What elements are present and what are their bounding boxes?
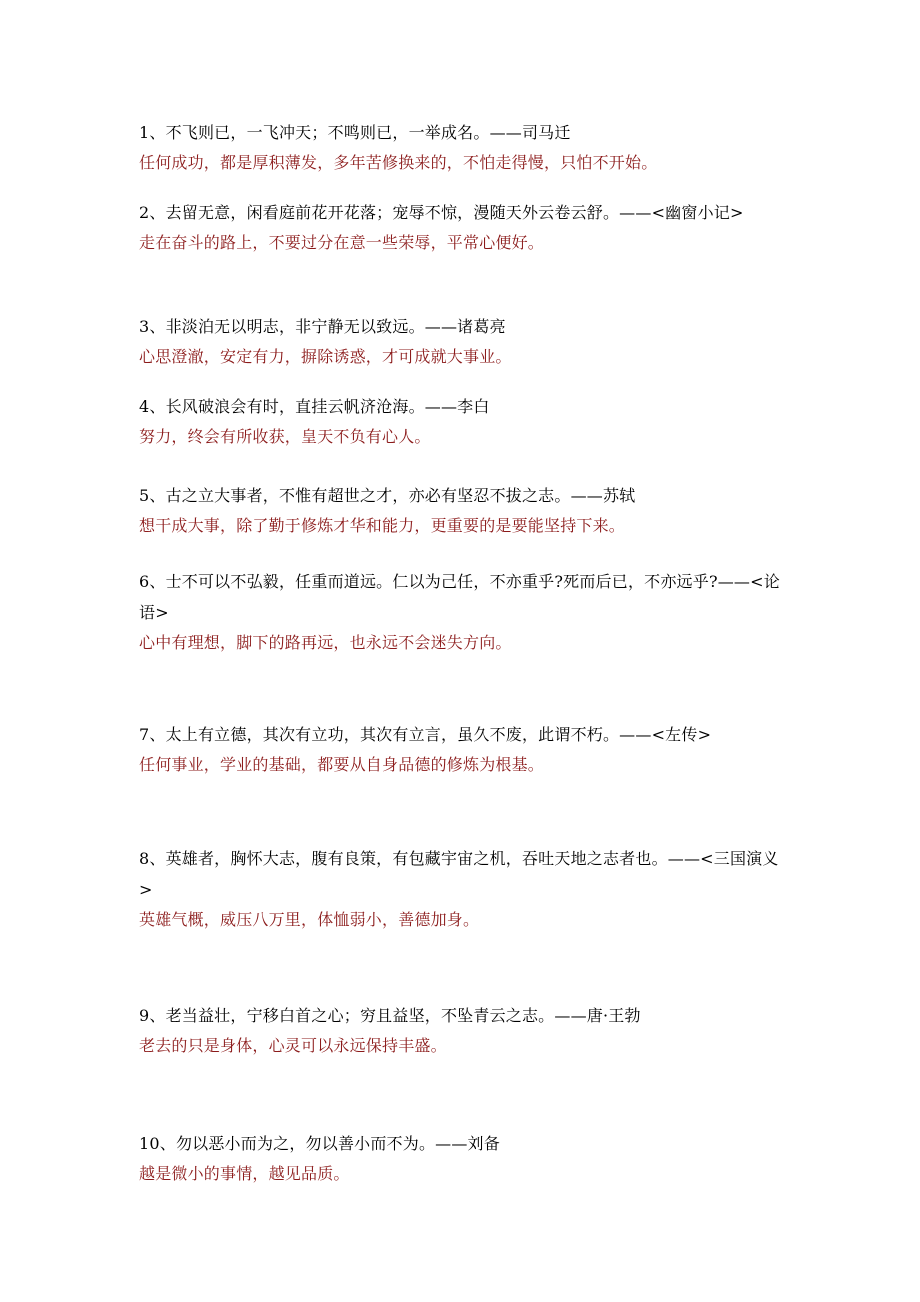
quote-entry-5	[139, 480, 789, 541]
quote-entry-1	[139, 117, 789, 178]
quote-entry-6	[139, 566, 789, 658]
quote-text: 6、士不可以不弘毅，任重而道远。仁以为己任，不亦重乎?死而后已，不亦远乎?——<论语>	[139, 572, 780, 622]
quote-entry-8	[139, 843, 789, 935]
commentary-text: 任何成功，都是厚积薄发，多年苦修换来的，不怕走得慢，只怕不开始。	[139, 153, 658, 172]
quote-text: 4、长风破浪会有时，直挂云帆济沧海。——李白	[139, 397, 490, 416]
quote-entry-3	[139, 311, 789, 372]
quote-entry-7	[139, 719, 789, 780]
quote-text: 9、老当益壮，宁移白首之心；穷且益坚，不坠青云之志。——唐·王勃	[139, 1006, 641, 1025]
quote-text: 5、古之立大事者，不惟有超世之才，亦必有坚忍不拔之志。——苏轼	[139, 486, 636, 505]
commentary-text: 心中有理想，脚下的路再远，也永远不会迷失方向。	[139, 633, 512, 652]
quote-text: 10、勿以恶小而为之，勿以善小而不为。——刘备	[139, 1134, 500, 1153]
commentary-text: 英雄气概，威压八万里，体恤弱小，善德加身。	[139, 910, 480, 929]
quote-text: 8、英雄者，胸怀大志，腹有良策，有包藏宇宙之机，吞吐天地之志者也。——<三国演义>	[139, 849, 779, 899]
quote-text: 3、非淡泊无以明志，非宁静无以致远。——诸葛亮	[139, 317, 506, 336]
quote-text: 2、去留无意，闲看庭前花开花落；宠辱不惊，漫随天外云卷云舒。——<幽窗小记>	[139, 203, 744, 222]
commentary-text: 想干成大事，除了勤于修炼才华和能力，更重要的是要能坚持下来。	[139, 516, 626, 535]
commentary-text: 心思澄澈，安定有力，摒除诱惑，才可成就大事业。	[139, 347, 512, 366]
quote-entry-10	[139, 1128, 789, 1189]
quote-entry-4	[139, 391, 789, 452]
quote-text: 7、太上有立德，其次有立功，其次有立言，虽久不废，此谓不朽。——<左传>	[139, 725, 712, 744]
quote-entry-2	[139, 197, 789, 258]
commentary-text: 走在奋斗的路上，不要过分在意一些荣辱，平常心便好。	[139, 233, 545, 252]
commentary-text: 任何事业，学业的基础，都要从自身品德的修炼为根基。	[139, 755, 545, 774]
quote-text: 1、不飞则已，一飞冲天；不鸣则已，一举成名。——司马迁	[139, 123, 571, 142]
quote-entry-9	[139, 1000, 789, 1061]
commentary-text: 老去的只是身体，心灵可以永远保持丰盛。	[139, 1036, 447, 1055]
commentary-text: 努力，终会有所收获，皇天不负有心人。	[139, 427, 431, 446]
commentary-text: 越是微小的事情，越见品质。	[139, 1164, 350, 1183]
